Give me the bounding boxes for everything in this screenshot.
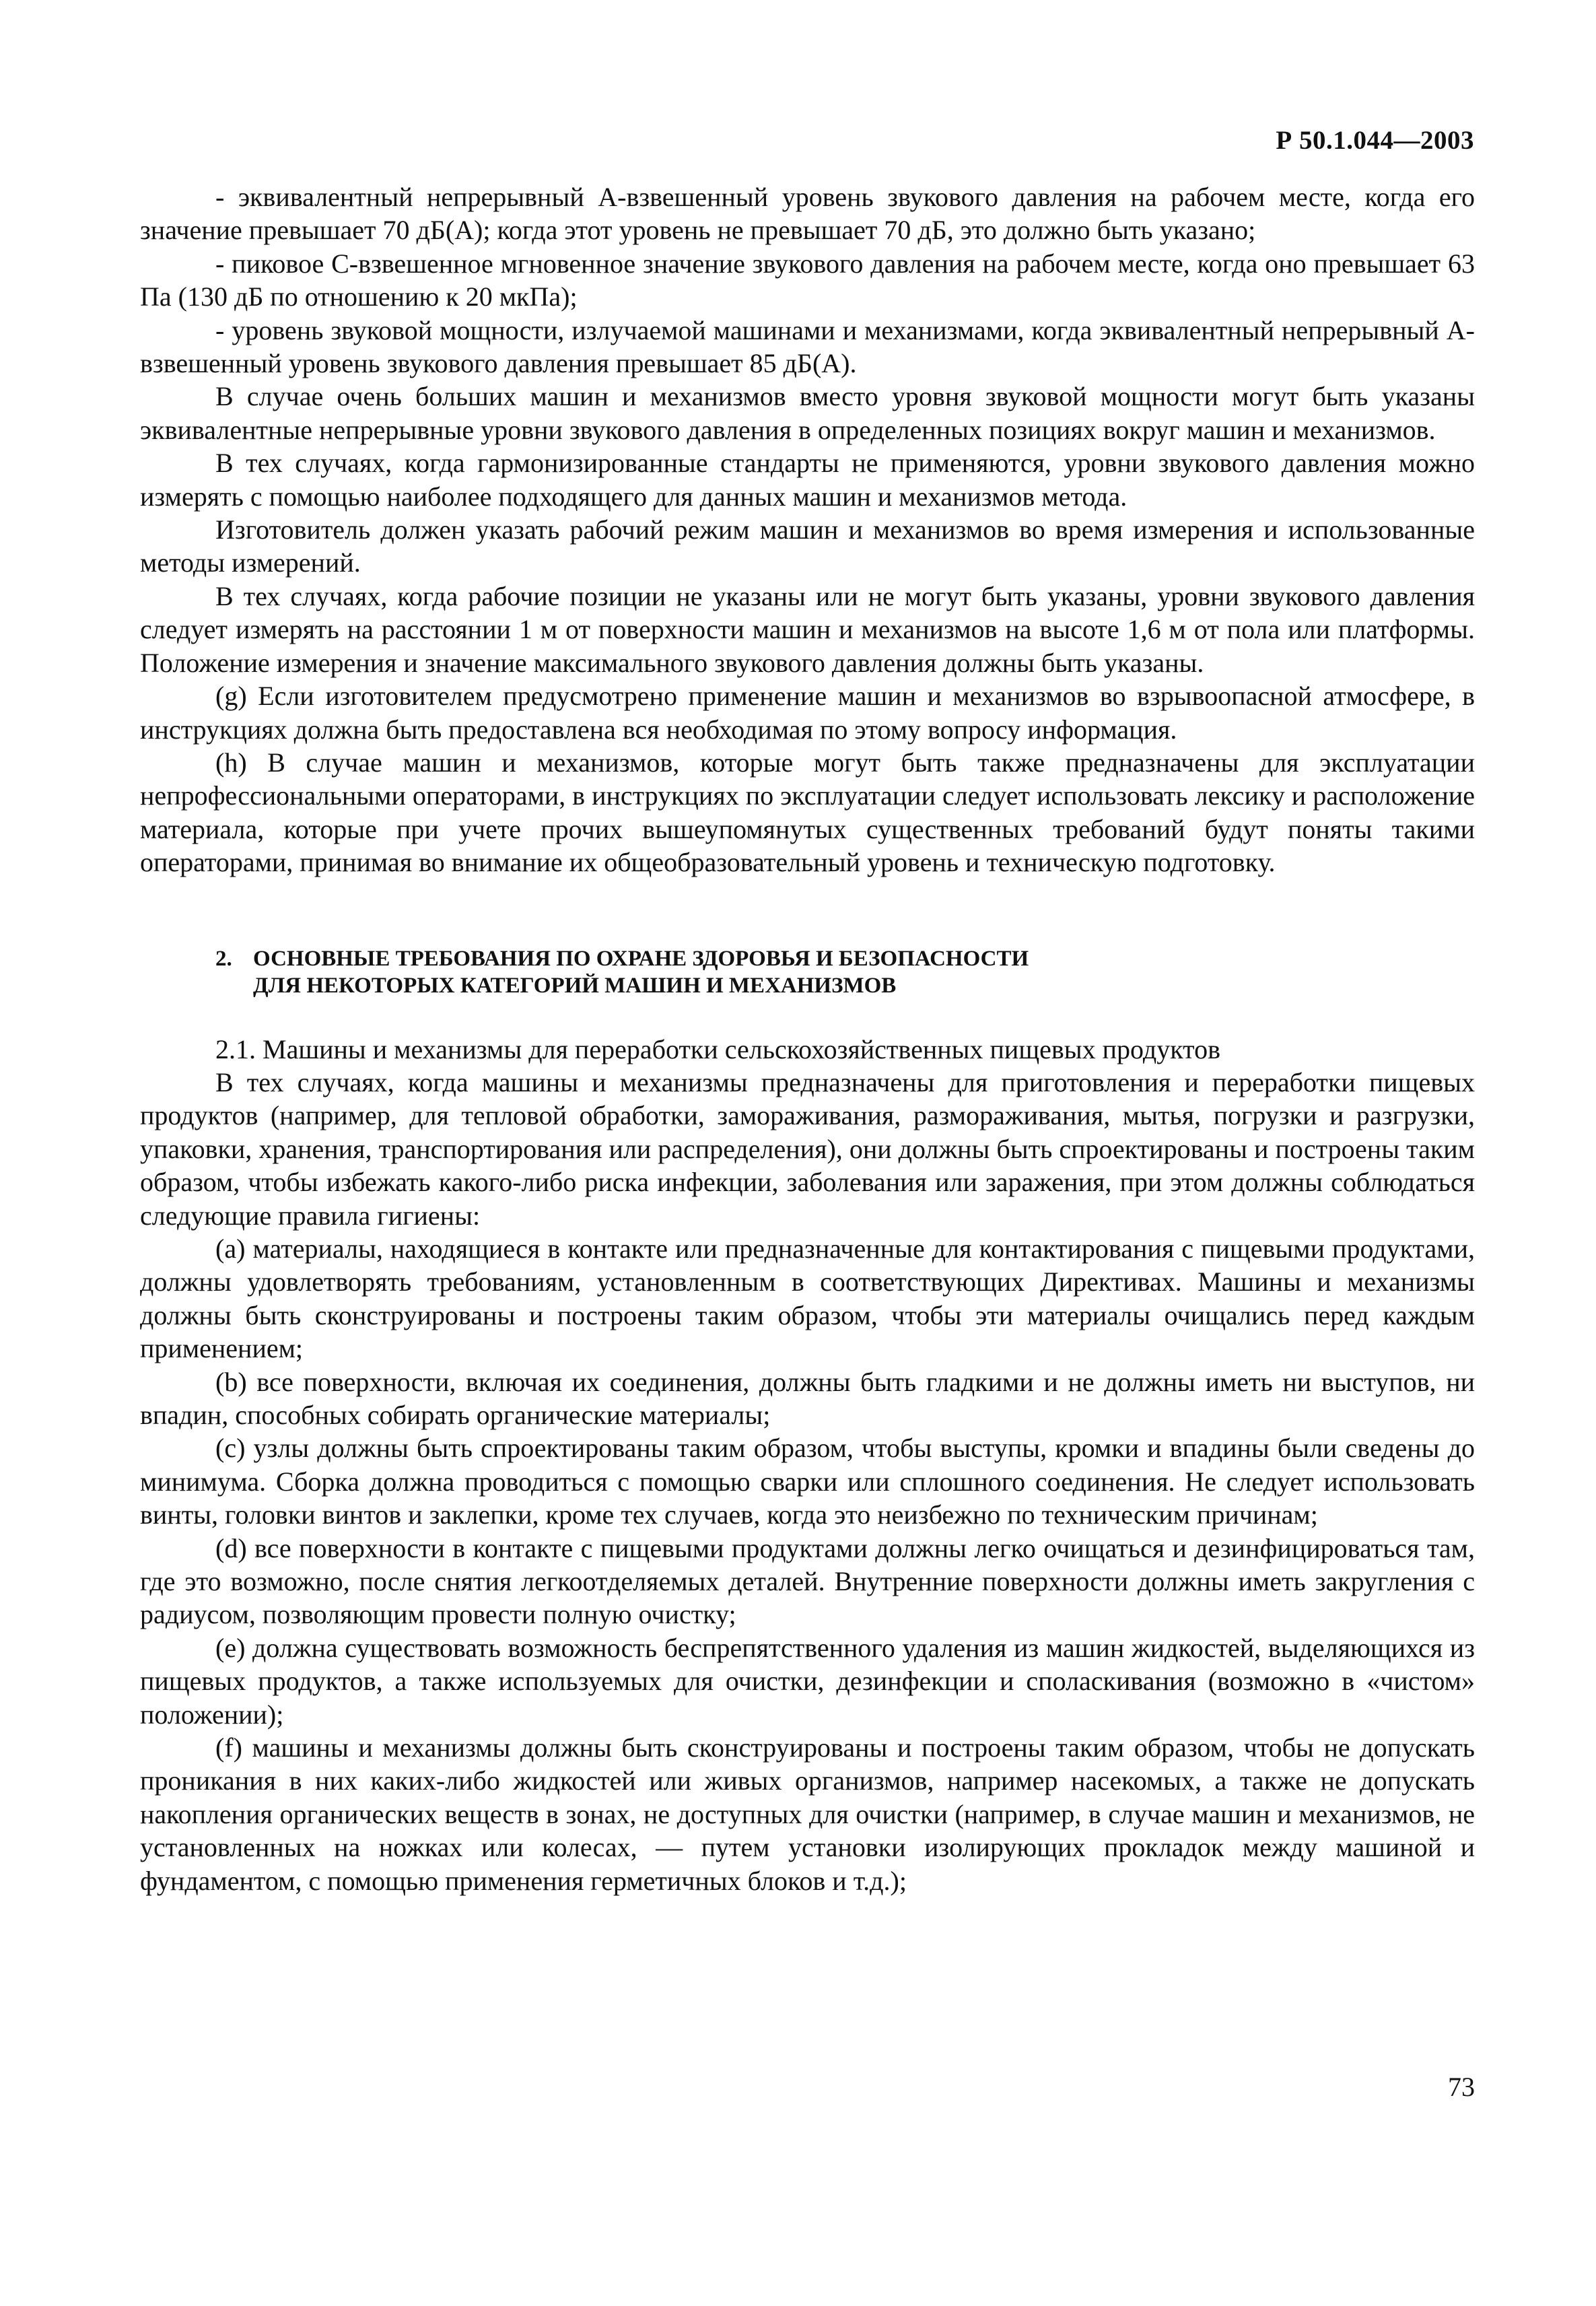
- paragraph: (e) должна существовать возможность беспрепятственного удаления из машин жидкостей, выделяющихся из пищевых продуктов, а также используемых для очистки, дезинфекции и споласкивания (возможно в «чистом» положении);: [140, 1632, 1475, 1730]
- paragraph: (c) узлы должны быть спроектированы таким образом, чтобы выступы, кромки и впадины были сведены до минимума. Сборка должна проводиться с помощью сварки или сплошного соединения. Не следует использовать винты, головки винтов и заклепки, кроме тех случаев, когда это неизбежно по техническим причинам;: [140, 1433, 1475, 1530]
- paragraph: - пиковое С-взвешенное мгновенное значение звукового давления на рабочем месте, когда оно превышает 63 Па (130 дБ по отношению к 20 мкПа);: [140, 248, 1475, 312]
- paragraph: В случае очень больших машин и механизмов вместо уровня звуковой мощности могут быть указаны эквивалентные непрерывные уровни звукового давления в определенных позициях вокруг машин и механизмов.: [140, 381, 1475, 445]
- page-number: 73: [1448, 2072, 1475, 2102]
- document-code: Р 50.1.044—2003: [1276, 126, 1474, 155]
- paragraph: В тех случаях, когда рабочие позиции не указаны или не могут быть указаны, уровни звукового давления следует измерять на расстоянии 1 м от поверхности машин и механизмов на высоте 1,6 м от пола или платформы. Положение измерения и значение максимального звукового давления должны быть указаны.: [140, 580, 1475, 678]
- section-number: 2.: [215, 946, 232, 971]
- paragraph: (g) Если изготовителем предусмотрено применение машин и механизмов во взрывоопасной атмосфере, в инструкциях должна быть предоставлена вся необходимая по этому вопросу информация.: [140, 681, 1475, 745]
- page-content: [140, 180, 1475, 1897]
- paragraph: Изготовитель должен указать рабочий режим машин и механизмов во время измерения и использованные методы измерений.: [140, 514, 1475, 578]
- paragraph: - уровень звуковой мощности, излучаемой машинами и механизмами, когда эквивалентный непрерывный А-взвешенный уровень звукового давления превышает 85 дБ(А).: [140, 314, 1475, 379]
- paragraph: (d) все поверхности в контакте с пищевыми продуктами должны легко очищаться и дезинфицироваться там, где это возможно, после снятия легкоотделяемых деталей. Внутренние поверхности должны иметь закругления с радиусом, позволяющим провести полную очистку;: [140, 1532, 1475, 1630]
- subsection-title: 2.1. Машины и механизмы для переработки сельскохозяйственных пищевых продуктов: [215, 1033, 1220, 1064]
- section-heading: [140, 945, 1475, 999]
- section-heading-line-2: ДЛЯ НЕКОТОРЫХ КАТЕГОРИЙ МАШИН И МЕХАНИЗМОВ: [253, 973, 897, 998]
- paragraph: В тех случаях, когда гармонизированные стандарты не применяются, уровни звукового давления можно измерять с помощью наиболее подходящего для данных машин и механизмов метода.: [140, 448, 1475, 512]
- paragraph: (h) В случае машин и механизмов, которые могут быть также предназначены для эксплуатации непрофессиональными операторами, в инструкциях по эксплуатации следует использовать лексику и расположение материала, которые при учете прочих вышеупомянутых существенных требований будут поняты такими операторами, принимая во внимание их общеобразовательный уровень и техническую подготовку.: [140, 747, 1475, 878]
- paragraph: (f) машины и механизмы должны быть сконструированы и построены таким образом, чтобы не допускать проникания в них каких-либо жидкостей или живых организмов, например насекомых, а также не допускать накопления органических веществ в зонах, не доступных для очистки (например, в случае машин и механизмов, не установленных на ножках или колесах, — путем установки изолирующих прокладок между машиной и фундаментом, с помощью применения герметичных блоков и т.д.);: [140, 1732, 1475, 1896]
- section-heading-line-1: ОСНОВНЫЕ ТРЕБОВАНИЯ ПО ОХРАНЕ ЗДОРОВЬЯ И БЕЗОПАСНОСТИ: [253, 946, 1029, 971]
- paragraph: - эквивалентный непрерывный А-взвешенный уровень звукового давления на рабочем месте, когда его значение превышает 70 дБ(А); когда этот уровень не превышает 70 дБ, это должно быть указано;: [140, 182, 1475, 246]
- paragraph: (a) материалы, находящиеся в контакте или предназначенные для контактирования с пищевыми продуктами, должны удовлетворять требованиям, установленным в соответствующих Директивах. Машины и механизмы должны быть сконструированы и построены таким образом, чтобы эти материалы очищались перед каждым применением;: [140, 1233, 1475, 1364]
- paragraph: В тех случаях, когда машины и механизмы предназначены для приготовления и переработки пищевых продуктов (например, для тепловой обработки, замораживания, размораживания, мытья, погрузки и разгрузки, упаковки, хранения, транспортирования или распределения), они должны быть спроектированы и построены таким образом, чтобы избежать какого-либо риска инфекции, заболевания или заражения, при этом должны соблюдаться следующие правила гигиены:: [140, 1066, 1475, 1231]
- paragraph: (b) все поверхности, включая их соединения, должны быть гладкими и не должны иметь ни выступов, ни впадин, способных собирать органические материалы;: [140, 1366, 1475, 1430]
